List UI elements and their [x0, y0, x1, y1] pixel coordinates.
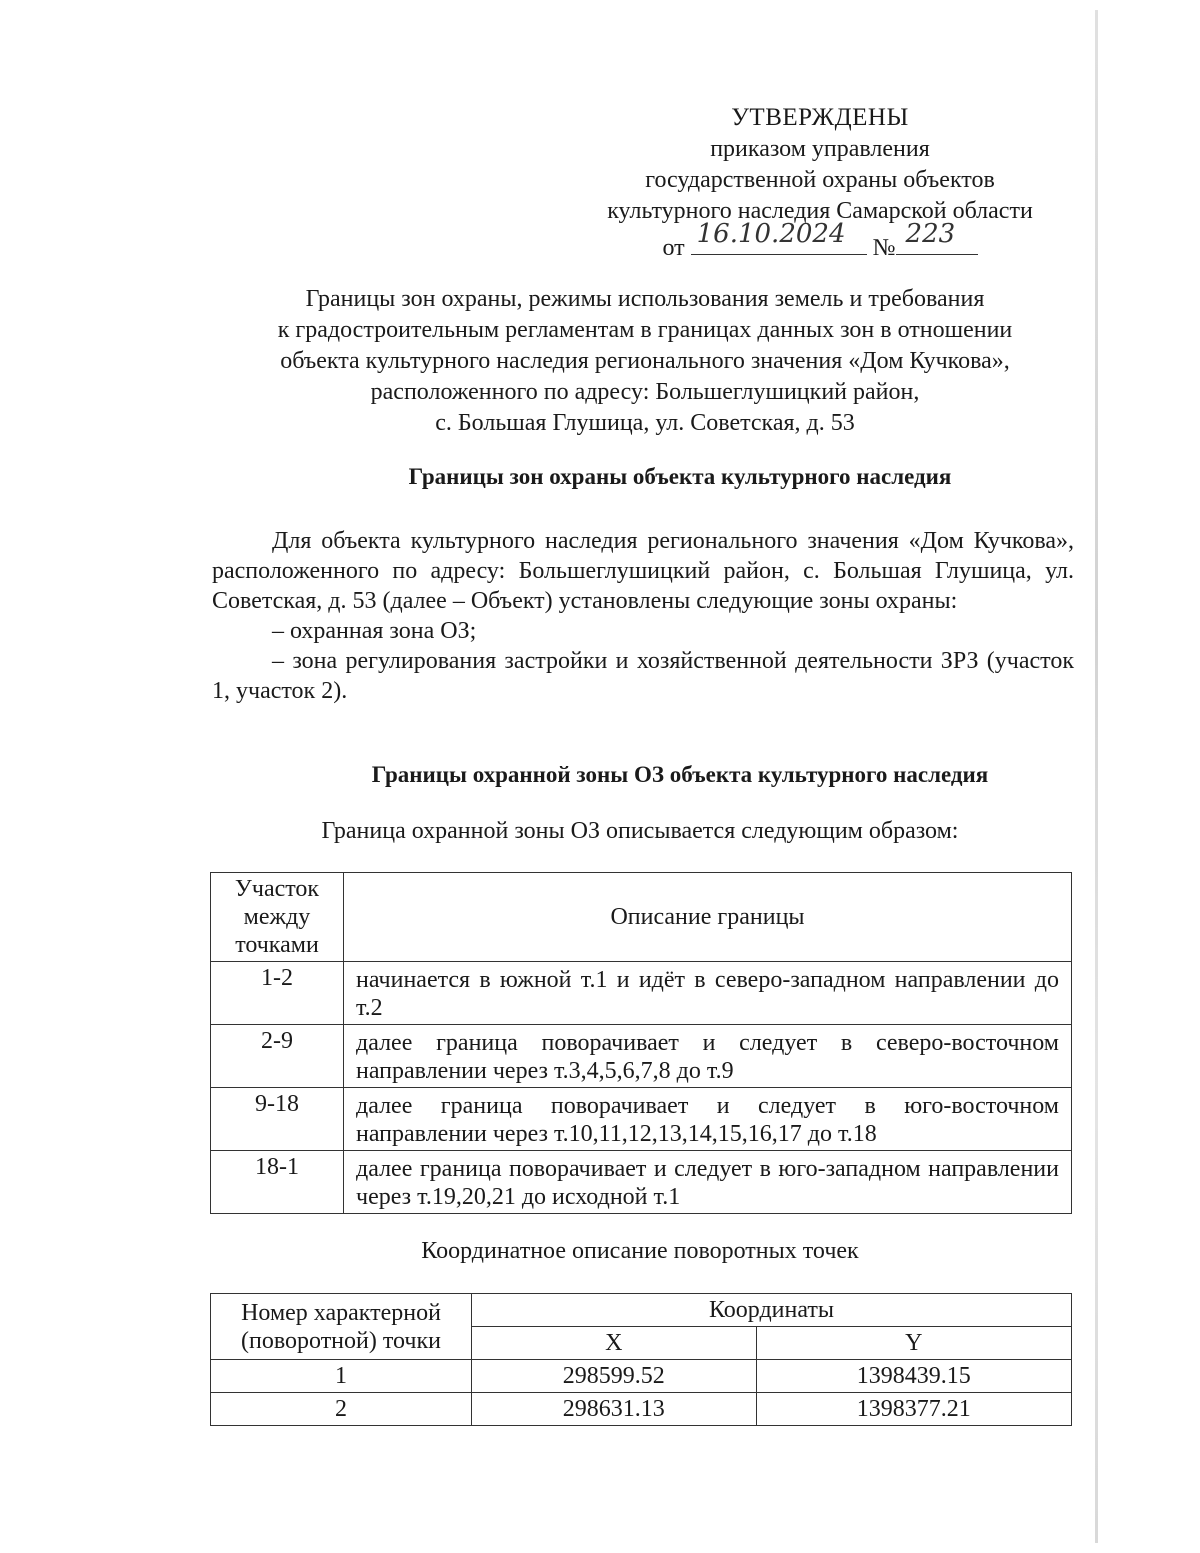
table-row	[211, 1088, 1072, 1151]
table-row	[211, 962, 1072, 1025]
section-1-body	[212, 526, 1074, 706]
description-cell: далее граница поворачивает и следует в юго-восточном направлении через т.10,11,12,13,14,15,16,17 до т.18	[344, 1088, 1072, 1151]
segment-cell: 18-1	[211, 1151, 344, 1214]
zone-item-2: – зона регулирования застройки и хозяйственной деятельности ЗРЗ (участок 1, участок 2).	[212, 648, 1074, 704]
table-row	[211, 1151, 1072, 1214]
segment-cell: 2-9	[211, 1025, 344, 1088]
description-cell: далее граница поворачивает и следует в юго-западном направлении через т.19,20,21 до исходной т.1	[344, 1151, 1072, 1214]
coords-heading: Координатное описание поворотных точек	[421, 1238, 859, 1264]
handwritten-date: 16.10.2024	[696, 219, 846, 249]
y-cell: 1398439.15	[756, 1360, 1071, 1393]
x-cell: 298599.52	[472, 1360, 757, 1393]
boundary-table	[210, 872, 1072, 1214]
section-1-heading: Границы зон охраны объекта культурного наследия	[408, 464, 952, 489]
date-line	[691, 219, 867, 255]
x-header: X	[472, 1327, 757, 1360]
table-header-row	[211, 873, 1072, 962]
point-number-cell: 2	[211, 1393, 472, 1426]
approval-date-number	[560, 219, 1080, 264]
x-cell: 298631.13	[472, 1393, 757, 1426]
description-cell: далее граница поворачивает и следует в северо-восточном направлении через т.3,4,5,6,7,8 до т.9	[344, 1025, 1072, 1088]
point-number-header: Номер характерной (поворотной) точки	[211, 1294, 472, 1360]
col-segment-header: Участок между точками	[211, 873, 344, 962]
coordinates-group-header: Координаты	[472, 1294, 1072, 1327]
from-label: от	[662, 235, 685, 261]
table-row	[211, 1025, 1072, 1088]
y-cell: 1398377.21	[756, 1393, 1071, 1426]
section-1-paragraph: Для объекта культурного наследия регионального значения «Дом Кучкова», расположенного по адресу: Большеглушицкий район, с. Большая Глушица, ул. Советская, д. 53 (далее – Объект) установлены следующие зоны охраны:	[212, 528, 1074, 614]
title-line-4: расположенного по адресу: Большеглушицкий район,	[370, 379, 920, 405]
segment-cell: 1-2	[211, 962, 344, 1025]
section-2-intro: Граница охранной зоны ОЗ описывается следующим образом:	[321, 818, 959, 844]
col-description-header: Описание границы	[344, 873, 1072, 962]
number-label: №	[872, 235, 896, 261]
title-line-2: к градостроительным регламентам в границах данных зон в отношении	[277, 317, 1013, 343]
approval-stamp	[560, 102, 1080, 264]
description-cell: начинается в южной т.1 и идёт в северо-западном направлении до т.2	[344, 962, 1072, 1025]
y-header: Y	[756, 1327, 1071, 1360]
approval-heading: УТВЕРЖДЕНЫ	[731, 104, 909, 131]
title-line-1: Границы зон охраны, режимы использования земель и требования	[305, 286, 985, 312]
handwritten-number: 223	[905, 219, 956, 249]
approval-line-2: государственной охраны объектов	[645, 167, 995, 193]
section-2-heading: Границы охранной зоны ОЗ объекта культурного наследия	[371, 762, 989, 787]
number-line	[896, 219, 978, 255]
segment-cell: 9-18	[211, 1088, 344, 1151]
title-line-5: с. Большая Глушица, ул. Советская, д. 53	[435, 410, 855, 436]
title-line-3: объекта культурного наследия регионального значения «Дом Кучкова»,	[280, 348, 1010, 374]
coords-header-row	[211, 1294, 1072, 1327]
approval-line-3: культурного наследия Самарской области	[607, 198, 1033, 224]
zone-item-1: – охранная зона ОЗ;	[272, 618, 477, 644]
table-row	[211, 1360, 1072, 1393]
point-number-cell: 1	[211, 1360, 472, 1393]
approval-line-1: приказом управления	[710, 136, 930, 162]
table-row	[211, 1393, 1072, 1426]
coordinates-table	[210, 1293, 1072, 1426]
document-title	[200, 284, 1090, 439]
